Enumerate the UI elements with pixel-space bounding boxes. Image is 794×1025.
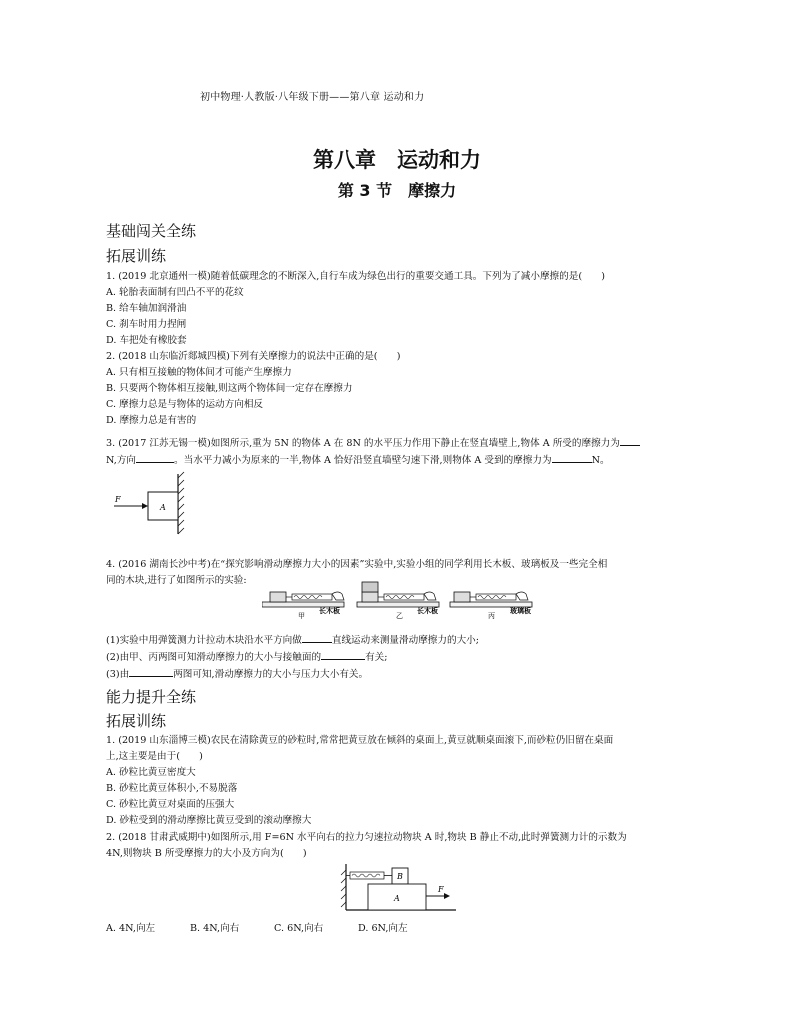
- q5-line1: 1. (2019 山东淄博三模)农民在清除黄豆的砂粒时,常常把黄豆放在倾斜的桌面上,黄豆就顺桌面滚下,而砂粒仍旧留在桌面: [106, 735, 614, 746]
- q4-sub2: [106, 649, 387, 665]
- section-subheading-extension: 拓展训练: [106, 247, 167, 265]
- q6-label-f: F: [438, 885, 444, 894]
- chapter-title: 第八章 运动和力: [313, 148, 481, 172]
- q3-text-1: 3. (2017 江苏无锡一模)如图所示,重为 5N 的物体 A 在 8N 的水平压力作用下静止在竖直墙壁上,物体 A 所受的摩擦力为: [106, 438, 620, 449]
- q2-option-d: D. 摩擦力总是有害的: [106, 415, 197, 426]
- q3-block-label: A: [160, 503, 166, 512]
- q4-label-yi: 乙: [396, 612, 403, 620]
- q5-option-a: A. 砂粒比黄豆密度大: [106, 767, 196, 778]
- q3-force-label: F: [115, 495, 121, 504]
- section-heading-advanced: 能力提升全练: [106, 688, 197, 706]
- q3-line2: [106, 452, 610, 468]
- q6-line2: 4N,则物块 B 所受摩擦力的大小及方向为( ): [106, 848, 307, 859]
- q3-text-3: 。当水平力减小为原来的一半,物体 A 恰好沿竖直墙壁匀速下滑,则物体 A 受到的摩擦力为: [174, 455, 552, 466]
- q1-option-d: D. 车把处有橡胶套: [106, 335, 187, 346]
- q5-line2: 上,这主要是由于( ): [106, 751, 203, 762]
- q6-line1: 2. (2018 甘肃武威期中)如图所示,用 F=6N 水平向右的拉力匀速拉动物块 A 时,物块 B 静止不动,此时弹簧测力计的示数为: [106, 832, 627, 843]
- q2-option-c: C. 摩擦力总是与物体的运动方向相反: [106, 399, 264, 410]
- section-subheading-extension-2: 拓展训练: [106, 712, 167, 730]
- q4-figure: [262, 580, 562, 624]
- q4-sub1-text-2: 直线运动来测量滑动摩擦力的大小;: [331, 635, 480, 646]
- q4-sub1-text-1: (1)实验中用弹簧测力计拉动木块沿水平方向做: [106, 635, 302, 646]
- q6-label-b: B: [397, 872, 403, 881]
- q3-figure: [110, 470, 190, 540]
- q2-option-a: A. 只有相互接触的物体间才可能产生摩擦力: [106, 367, 292, 378]
- q3-blank-3[interactable]: [552, 452, 592, 463]
- q4-board-2: 长木板: [417, 606, 438, 615]
- q4-sub3: [106, 666, 368, 682]
- q4-blank-2[interactable]: [321, 649, 365, 660]
- q6-label-a: A: [394, 894, 400, 903]
- q6-option-d: D. 6N,向左: [358, 923, 408, 934]
- q1-option-b: B. 给车轴加润滑油: [106, 303, 187, 314]
- q6-option-c: C. 6N,向右: [274, 923, 324, 934]
- q4-blank-1[interactable]: [302, 632, 332, 643]
- q4-line2: 同的木块,进行了如图所示的实验:: [106, 575, 247, 586]
- q4-sub1: [106, 632, 479, 648]
- q4-sub2-text-1: (2)由甲、丙两图可知滑动摩擦力的大小与接触面的: [106, 652, 322, 663]
- q6-option-a: A. 4N,向左: [106, 923, 156, 934]
- q6-figure: [340, 862, 460, 914]
- q2-option-b: B. 只要两个物体相互接触,则这两个物体间一定存在摩擦力: [106, 383, 353, 394]
- q1-option-c: C. 刹车时用力捏闸: [106, 319, 187, 330]
- q5-option-c: C. 砂粒比黄豆对桌面的压强大: [106, 799, 235, 810]
- q5-option-b: B. 砂粒比黄豆体积小,不易脱落: [106, 783, 238, 794]
- q3-text-4: N。: [591, 455, 610, 466]
- section-title: 第 3 节 摩擦力: [337, 181, 457, 200]
- q5-option-d: D. 砂粒受到的滑动摩擦比黄豆受到的滚动摩擦大: [106, 815, 312, 826]
- q3-line1: [106, 435, 640, 451]
- q4-sub3-text-1: (3)由: [106, 669, 130, 680]
- q4-board-1: 长木板: [319, 606, 340, 615]
- q3-text-2: N,方向: [106, 455, 137, 466]
- q4-label-bing: 丙: [488, 612, 495, 620]
- q2-stem: 2. (2018 山东临沂郯城四模)下列有关摩擦力的说法中正确的是( ): [106, 351, 401, 362]
- q6-options: [106, 922, 408, 936]
- page-header: 初中物理·人教版·八年级下册——第八章 运动和力: [200, 92, 425, 103]
- section-heading-basic: 基础闯关全练: [106, 222, 197, 240]
- q4-sub3-text-2: 两图可知,滑动摩擦力的大小与压力大小有关。: [173, 669, 369, 680]
- q4-line1: 4. (2016 湖南长沙中考)在“探究影响滑动摩擦力大小的因素”实验中,实验小组的同学利用长木板、玻璃板及一些完全相: [106, 559, 608, 570]
- q4-blank-3[interactable]: [129, 666, 173, 677]
- q3-blank-2[interactable]: [136, 452, 174, 463]
- q1-stem: 1. (2019 北京通州一模)随着低碳理念的不断深入,自行车成为绿色出行的重要交通工具。下列为了减小摩擦的是( ): [106, 271, 606, 282]
- q4-sub2-text-2: 有关;: [365, 652, 388, 663]
- q4-board-3: 玻璃板: [510, 606, 531, 615]
- q3-blank-1[interactable]: [620, 435, 640, 446]
- q6-option-b: B. 4N,向右: [190, 923, 240, 934]
- q1-option-a: A. 轮胎表面制有凹凸不平的花纹: [106, 287, 244, 298]
- q4-label-jia: 甲: [298, 612, 305, 620]
